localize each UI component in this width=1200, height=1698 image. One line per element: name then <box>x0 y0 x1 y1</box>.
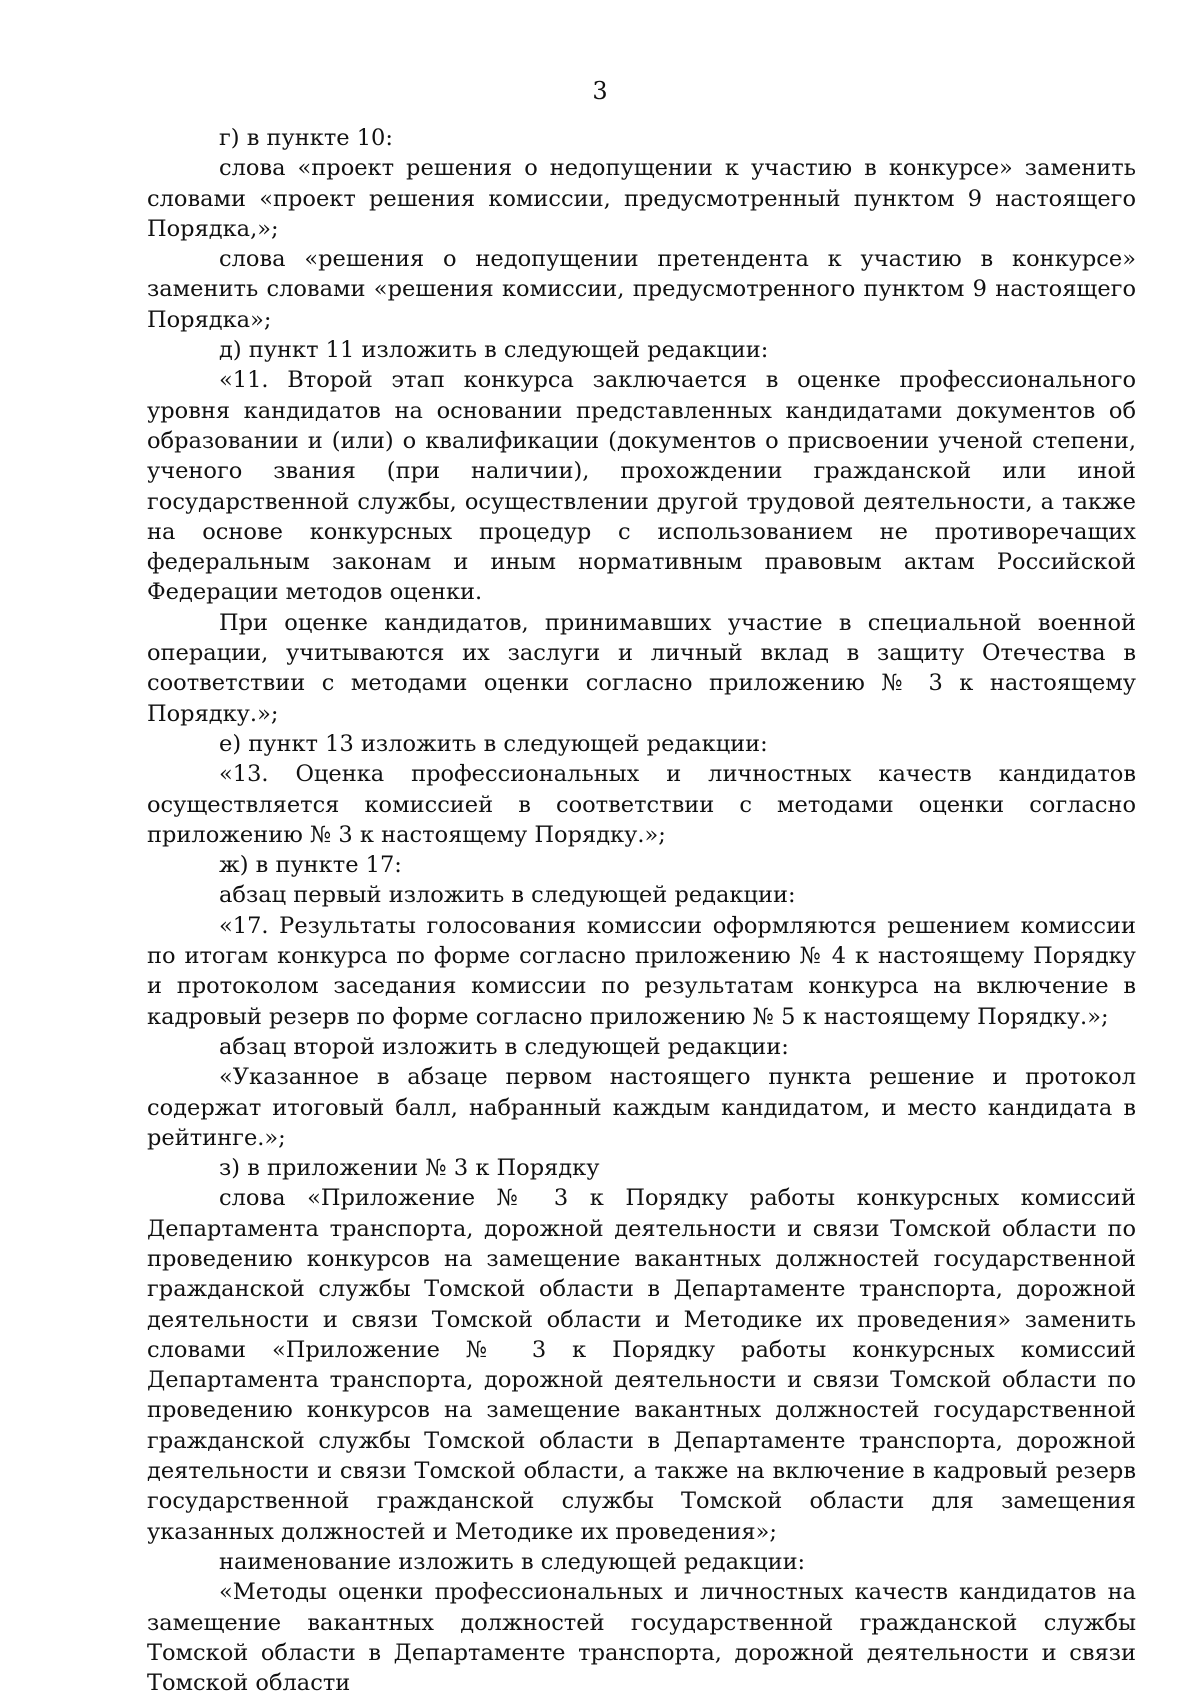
paragraph-name-change: наименование изложить в следующей редакции: <box>219 1548 806 1575</box>
paragraph-item-g: г) в пункте 10: <box>219 125 393 151</box>
paragraph-methods-title: «Методы оценки профессиональных и личностных качеств кандидатов на замещение вакантных должностей государственной гражданской службы Томской области в Департаменте транспорта, дорожной деятельности и связи Томской области <box>147 1579 1136 1697</box>
paragraph-replace-words-1: слова «проект решения о недопущении к участию в конкурсе» заменить словами «проект решения комиссии, предусмотренный пунктом 9 настоящего Порядка,»; <box>147 155 1136 242</box>
paragraph-replace-words-2: слова «решения о недопущении претендента к участию в конкурсе» заменить словами «решения комиссии, предусмотренного пунктом 9 настоящего Порядка»; <box>147 246 1136 333</box>
paragraph-svo-assessment: При оценке кандидатов, принимавших участие в специальной военной операции, учитываются их заслуги и личный вклад в защиту Отечества в соответствии с методами оценки согласно приложению № 3 к настоящему Порядку.»; <box>147 609 1136 727</box>
paragraph-clause-17: «17. Результаты голосования комиссии оформляются решением комиссии по итогам конкурса по форме согласно приложению № 4 к настоящему Порядку и протоколом заседания комиссии по результатам конкурса на включение в кадровый резерв по форме согласно приложению № 5 к настоящему Порядку.»; <box>147 912 1136 1030</box>
paragraph-clause-13: «13. Оценка профессиональных и личностных качеств кандидатов осуществляется комиссией в соответствии с методами оценки согласно приложению № 3 к настоящему Порядку.»; <box>147 761 1136 848</box>
paragraph-appendix-3-title: слова «Приложение № 3 к Порядку работы конкурсных комиссий Департамента транспорта, дорожной деятельности и связи Томской области по проведению конкурсов на замещение вакантных должностей государственной гражданской службы Томской области в Департаменте транспорта, дорожной деятельности и связи Томской области и Методике их проведения» заменить словами «Приложение № 3 к Порядку работы конкурсных комиссий Департамента транспорта, дорожной деятельности и связи Томской области по проведению конкурсов на замещение вакантных должностей государственной гражданской службы Томской области в Департаменте транспорта, дорожной деятельности и связи Томской области, а также на включение в кадровый резерв государственной гражданской службы Томской области для замещения указанных должностей и Методике их проведения»; <box>147 1185 1136 1545</box>
paragraph-item-e: е) пункт 13 изложить в следующей редакции: <box>219 730 768 757</box>
paragraph-first-abzac: абзац первый изложить в следующей редакции: <box>219 882 796 909</box>
paragraph-item-z: з) в приложении № 3 к Порядку <box>219 1155 600 1182</box>
paragraph-clause-17-text: «Указанное в абзаце первом настоящего пункта решение и протокол содержат итоговый балл, набранный каждым кандидатом, и место кандидата в рейтинге.»; <box>147 1064 1136 1151</box>
page-number: 3 <box>592 77 608 105</box>
paragraph-second-abzac: абзац второй изложить в следующей редакции: <box>219 1033 789 1060</box>
paragraph-clause-11: «11. Второй этап конкурса заключается в оценке профессионального уровня кандидатов на основании представленных кандидатами документов об образовании и (или) о квалификации (документов о присвоении ученой степени, ученого звания (при наличии), прохождении гражданской или иной государственной службы, осуществлении другой трудовой деятельности, а также на основе конкурсных процедур с использованием не противоречащих федеральным законам и иным нормативным правовым актам Российской Федерации методов оценки. <box>147 367 1136 606</box>
paragraph-item-d: д) пункт 11 изложить в следующей редакции: <box>219 337 769 364</box>
document-body <box>147 123 1136 1698</box>
paragraph-item-zh: ж) в пункте 17: <box>219 852 402 879</box>
